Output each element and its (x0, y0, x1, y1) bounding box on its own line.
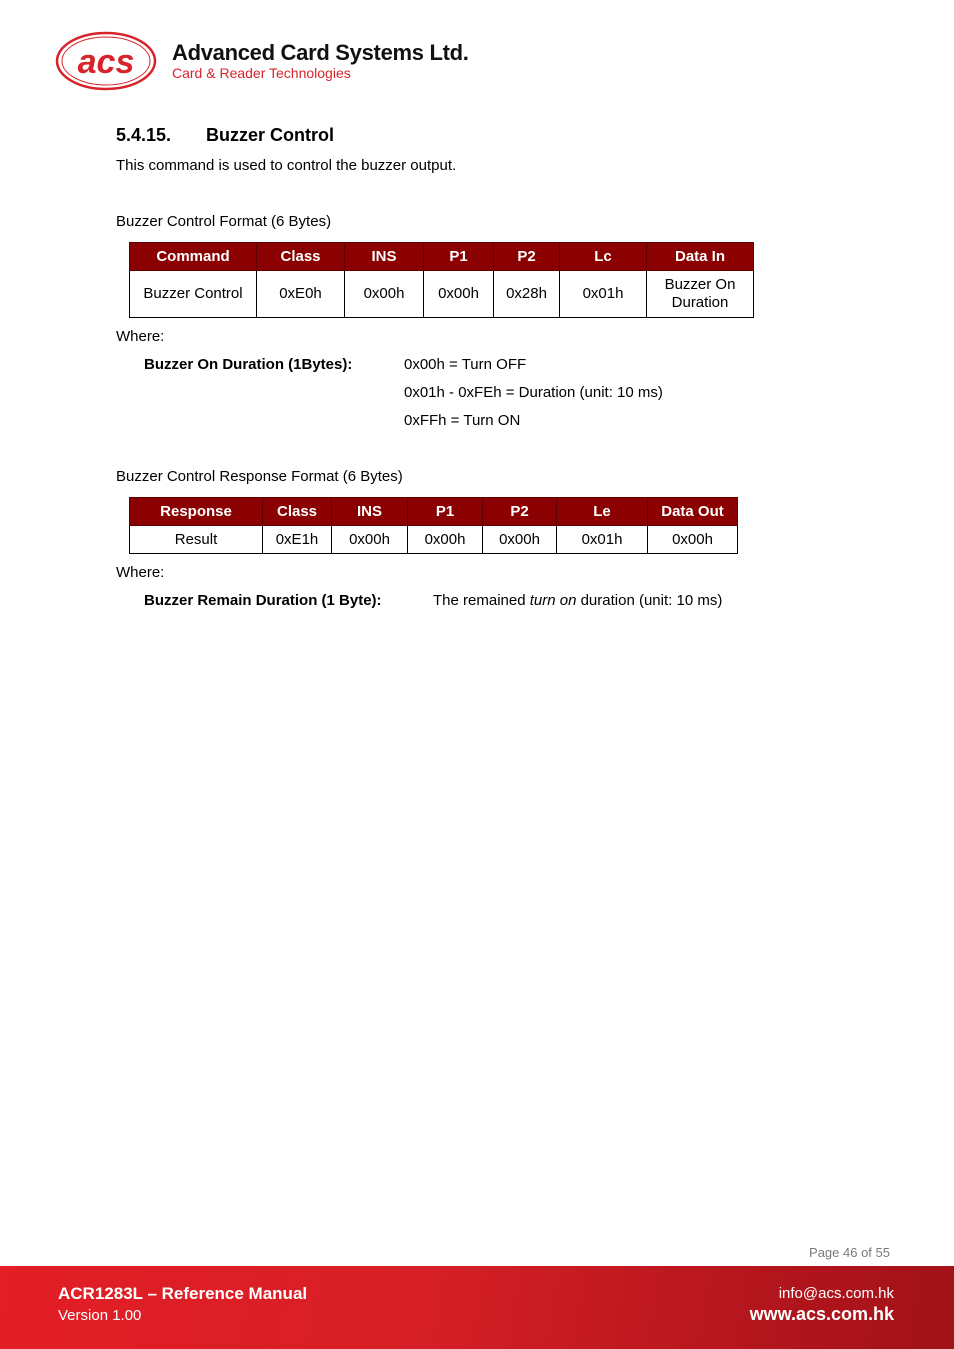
data-in-line: Buzzer On (664, 276, 736, 293)
header-cell: P1 (408, 498, 483, 526)
command-table-header-row (130, 243, 754, 271)
header-cell: Command (130, 243, 257, 271)
header-cell: P2 (483, 498, 557, 526)
header-cell: Class (257, 243, 345, 271)
response-where-label: Where: (116, 564, 165, 581)
header-cell: Lc (560, 243, 647, 271)
command-format-table (129, 242, 754, 318)
buzzer-remain-duration-value (433, 592, 722, 609)
value-prefix: The remained (433, 592, 530, 609)
table-cell: 0x00h (345, 271, 424, 318)
data-in-line: Duration (671, 294, 729, 311)
company-name: Advanced Card Systems Ltd. (172, 40, 469, 65)
table-cell: Buzzer Control (130, 271, 257, 318)
acs-logo-icon (54, 28, 164, 94)
buzzer-value-off: 0x00h = Turn OFF (404, 356, 527, 373)
buzzer-remain-duration-label: Buzzer Remain Duration (1 Byte): (144, 592, 382, 609)
header-cell: P1 (424, 243, 494, 271)
table-cell: 0x00h (483, 526, 557, 554)
header-cell: Data In (647, 243, 754, 271)
buzzer-value-on: 0xFFh = Turn ON (404, 412, 521, 429)
table-cell: 0x00h (648, 526, 738, 554)
section-number: 5.4.15. (116, 125, 172, 145)
company-tagline: Card & Reader Technologies (172, 65, 351, 81)
footer-email-link[interactable]: info@acs.com.hk (778, 1285, 894, 1302)
header-cell: INS (345, 243, 424, 271)
table-cell: 0x28h (494, 271, 560, 318)
table-cell: 0x01h (557, 526, 648, 554)
value-italic: turn on (529, 592, 577, 609)
command-where-label: Where: (116, 328, 165, 345)
response-table-header-row (130, 498, 738, 526)
table-cell: 0x00h (332, 526, 408, 554)
table-cell: Result (130, 526, 263, 554)
header-cell: Data Out (648, 498, 738, 526)
logo-mark-text: acs (77, 43, 135, 81)
footer-version: Version 1.00 (58, 1307, 142, 1324)
section-intro: This command is used to control the buzzer output. (116, 157, 457, 174)
response-table-caption: Buzzer Control Response Format (6 Bytes) (116, 468, 403, 485)
header-cell: Response (130, 498, 263, 526)
value-suffix: duration (unit: 10 ms) (576, 592, 723, 609)
section-heading (116, 125, 334, 146)
page-footer (0, 1266, 954, 1349)
table-cell: 0x01h (560, 271, 647, 318)
table-cell: 0xE1h (263, 526, 332, 554)
header-cell: Le (557, 498, 648, 526)
footer-document-title: ACR1283L – Reference Manual (58, 1284, 308, 1303)
footer-website-link[interactable]: www.acs.com.hk (749, 1304, 894, 1324)
command-table-caption: Buzzer Control Format (6 Bytes) (116, 213, 332, 230)
page-number: Page 46 of 55 (809, 1245, 890, 1260)
buzzer-on-duration-label: Buzzer On Duration (1Bytes): (144, 356, 353, 373)
command-table-row (130, 271, 754, 318)
table-cell: 0x00h (408, 526, 483, 554)
header-cell: P2 (494, 243, 560, 271)
buzzer-value-duration: 0x01h - 0xFEh = Duration (unit: 10 ms) (404, 384, 663, 401)
section-title: Buzzer Control (206, 125, 334, 145)
table-cell: 0xE0h (257, 271, 345, 318)
table-cell: 0x00h (424, 271, 494, 318)
response-table-row (130, 526, 738, 554)
company-logo (54, 28, 474, 94)
response-format-table (129, 497, 738, 554)
header-cell: INS (332, 498, 408, 526)
header-cell: Class (263, 498, 332, 526)
table-cell-data-in (647, 271, 754, 318)
